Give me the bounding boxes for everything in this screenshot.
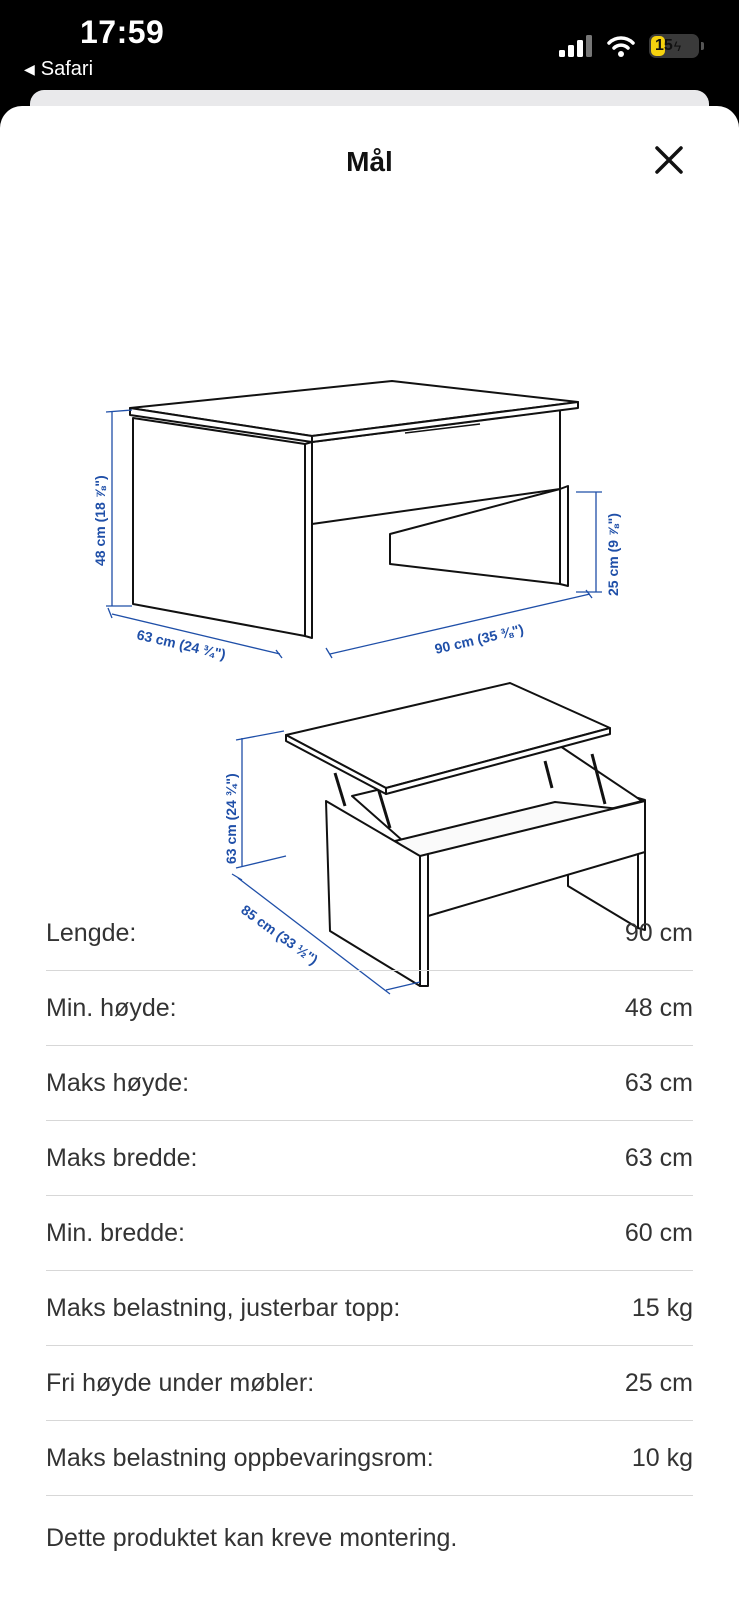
back-to-safari[interactable] xyxy=(24,58,93,81)
specs-list xyxy=(46,896,693,1496)
spec-value: 15 kg xyxy=(631,1293,693,1322)
cellular-signal-icon xyxy=(559,35,593,57)
spec-label: Lengde: xyxy=(46,918,137,947)
table-closed-illustration xyxy=(130,381,578,638)
spec-label: Min. bredde: xyxy=(46,1218,185,1247)
spec-row xyxy=(46,1421,693,1496)
product-dimension-diagram xyxy=(0,246,739,1006)
label-height-48: 48 cm (18 ⅞") xyxy=(92,475,108,566)
back-label: Safari xyxy=(40,58,94,80)
spec-value: 63 cm xyxy=(624,1143,693,1172)
label-max-height-63: 63 cm (24 ¾") xyxy=(223,773,239,864)
spec-label: Maks høyde: xyxy=(46,1068,190,1097)
spec-row xyxy=(46,1046,693,1121)
spec-label: Fri høyde under møbler: xyxy=(46,1368,315,1397)
assembly-note: Dette produktet kan kreve montering. xyxy=(46,1524,458,1552)
clock: 17:59 xyxy=(80,14,165,50)
status-bar xyxy=(0,0,739,90)
spec-value: 48 cm xyxy=(624,993,693,1022)
spec-row xyxy=(46,1271,693,1346)
close-icon[interactable] xyxy=(651,142,687,178)
spec-value: 60 cm xyxy=(624,1218,693,1247)
spec-row xyxy=(46,896,693,971)
spec-label: Maks belastning, justerbar topp: xyxy=(46,1293,401,1322)
sheet-title: Mål xyxy=(346,146,393,177)
label-length-90: 90 cm (35 ⅜") xyxy=(433,620,526,657)
spec-row xyxy=(46,1196,693,1271)
label-depth-85: 85 cm (33 ½") xyxy=(238,901,322,968)
label-clearance-25: 25 cm (9 ⅞") xyxy=(605,513,621,596)
spec-label: Maks belastning oppbevaringsrom: xyxy=(46,1443,434,1472)
label-depth-63: 63 cm (24 ¾") xyxy=(135,626,228,663)
back-arrow-icon: ◀ xyxy=(24,61,35,77)
spec-label: Min. høyde: xyxy=(46,993,177,1022)
spec-row xyxy=(46,1346,693,1421)
spec-row xyxy=(46,1121,693,1196)
spec-label: Maks bredde: xyxy=(46,1143,198,1172)
battery-level: 15 xyxy=(655,37,673,54)
spec-value: 25 cm xyxy=(624,1368,693,1397)
spec-row xyxy=(46,971,693,1046)
wifi-icon xyxy=(607,35,635,57)
spec-value: 10 kg xyxy=(631,1443,693,1472)
status-icons xyxy=(559,34,699,58)
spec-value: 63 cm xyxy=(624,1068,693,1097)
spec-value: 90 cm xyxy=(624,918,693,947)
dimensions-sheet xyxy=(0,106,739,1600)
battery-icon: 15 ϟ xyxy=(649,34,699,58)
